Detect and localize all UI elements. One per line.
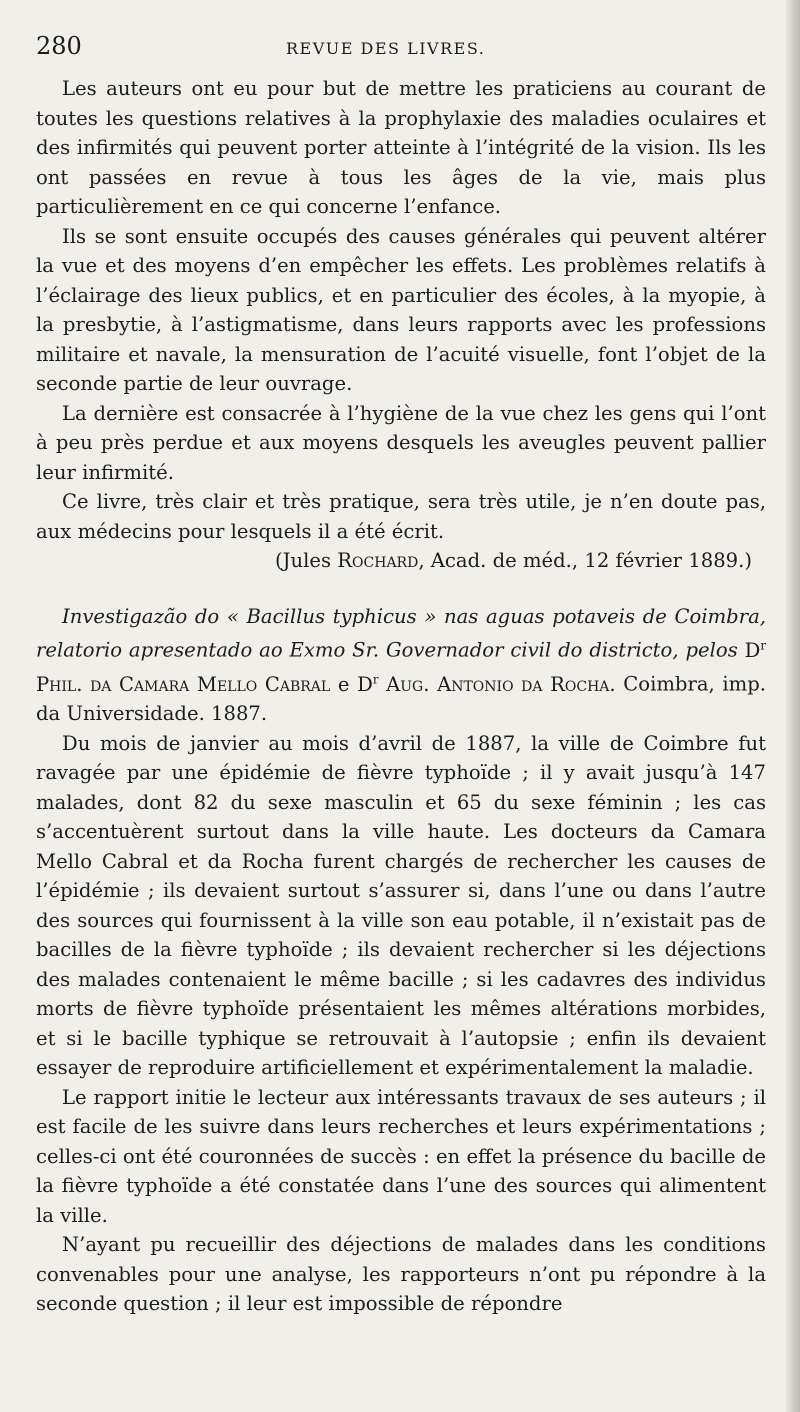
review1-paragraph-4: Ce livre, très clair et très pratique, sera très utile, je n’en doute pas, aux médecins pour lesquels il a été écrit.: [36, 490, 766, 543]
author1-sup: r: [760, 638, 766, 652]
author1-name: Phil. da Camara Mello Cabral: [36, 672, 331, 696]
review1-citation: [36, 546, 752, 576]
running-head: REVUE DES LIVRES.: [286, 39, 486, 58]
author2-sup: r: [372, 672, 379, 687]
review2-paragraph-2: Le rapport initie le lecteur aux intéressants travaux de ses auteurs ; il est facile de les suivre dans leurs recherches et leurs expérimentations ; celles-ci ont été couronnées de succès : en effet la présence du bacille de la fièvre typhoïde a été constatée dans l’une des sources qui alimentent la ville.: [36, 1085, 766, 1227]
citation-open: (Jules: [275, 549, 338, 572]
page-edge-shadow: [786, 0, 800, 1412]
citation-author: Rochard: [337, 549, 419, 572]
review1-paragraph-1: Les auteurs ont eu pour but de mettre les praticiens au courant de toutes les questions relatives à la prophylaxie des maladies oculaires et des infirmités qui peuvent porter atteinte à l’intégrité de la vision. Ils les ont passées en revue à tous les âges de la vie, mais plus particulièrement en ce qui concerne l’enfance.: [36, 77, 766, 218]
page-header: [36, 32, 766, 66]
author2-prefix: D: [357, 672, 373, 696]
citation-rest: , Acad. de méd., 12 février 1889.): [418, 549, 752, 572]
body-text: [36, 74, 766, 1319]
review1-paragraph-3: La dernière est consacrée à l’hygiène de la vue chez les gens qui l’ont à peu près perdue et aux moyens desquels les aveugles peuvent pallier leur infirmité.: [36, 401, 766, 484]
review2-bibliographic-entry: [36, 602, 766, 729]
review1-paragraph-2: Ils se sont ensuite occupés des causes générales qui peuvent altérer la vue et des moyens d’en empêcher les effets. Les problèmes relatifs à l’éclairage des lieux publics, et en particulier des écoles, à la myopie, à la presbytie, à l’astigmatisme, dans leurs rapports avec les professions militaire et navale, la mensuration de l’acuité visuelle, font l’objet de la seconde partie de leur ouvrage.: [36, 224, 766, 395]
review2-paragraph-1: Du mois de janvier au mois d’avril de 1887, la ville de Coimbre fut ravagée par une épidémie de fièvre typhoïde ; il y avait jusqu’à 147 malades, dont 82 du sexe masculin et 65 du sexe féminin ; les cas s’accentuèrent surtout dans la ville haute. Les docteurs da Camara Mello Cabral et da Rocha furent chargés de rechercher les causes de l’épidémie ; ils devaient surtout s’assurer si, dans l’une ou dans l’autre des sources qui fournissent à la ville son eau potable, il n’existait pas de bacilles de la fièvre typhoïde ; ils devaient rechercher si les déjections des malades contenaient le même bacille ; si les cadavres des individus morts de fièvre typhoïde présentaient les mêmes altérations morbides, et si le bacille typhique se retrouvait à l’autopsie ; enfin ils devaient essayer de reproduire artificiellement et expérimentalement la maladie.: [36, 731, 766, 1080]
review2-paragraph-3: N’ayant pu recueillir des déjections de malades dans les conditions convenables pour une analyse, les rapporteurs n’ont pu répondre à la seconde question ; il leur est impossible de répondre: [36, 1233, 766, 1316]
review2-title-line-1: Investigazão do « Bacillus typhicus » nas aguas potaveis de Coimbra,: [62, 604, 766, 628]
page-number: 280: [36, 32, 82, 60]
author1-prefix: D: [744, 638, 761, 662]
review2-title-line-2: relatorio apresentado ao Exmo Sr. Governador civil do districto, pelos: [36, 638, 738, 662]
review2-imprint: Coimbra, imp. da Universidade. 1887.: [36, 672, 766, 726]
author2-name: Aug. Antonio da Rocha.: [386, 672, 616, 696]
authors-conjunction: e: [330, 672, 358, 696]
